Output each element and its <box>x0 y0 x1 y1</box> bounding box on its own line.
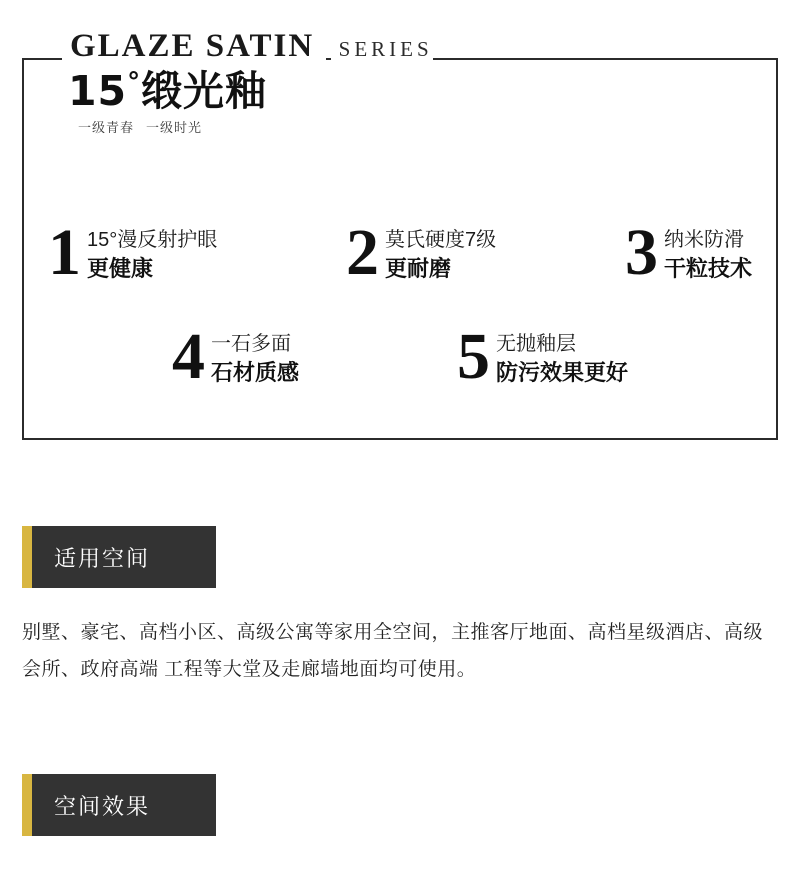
section-heading-space-effect <box>22 774 216 836</box>
heading-accent-bar <box>22 526 32 588</box>
feature-subline: 更健康 <box>87 256 154 281</box>
tagline-right: 一级时光 <box>146 120 203 136</box>
feature-headline: 纳米防滑 <box>663 229 744 251</box>
hero-title-block <box>62 28 433 136</box>
feature-number: 2 <box>346 216 380 289</box>
feature-number: 1 <box>48 216 81 289</box>
feature-headline: 无抛釉层 <box>495 332 576 355</box>
feature-number: 5 <box>456 319 490 393</box>
feature-row-bottom <box>22 319 778 393</box>
feature-text <box>211 328 299 388</box>
feature-item <box>172 319 300 393</box>
product-title-text: 缎光釉 <box>141 67 268 116</box>
feature-subline: 干粒技术 <box>663 256 752 281</box>
heading-label: 适用空间 <box>32 526 216 588</box>
feature-text <box>87 224 217 284</box>
degree-value: 15 <box>68 67 128 116</box>
feature-number: 4 <box>172 319 205 393</box>
feature-headline: 一石多面 <box>211 332 291 355</box>
feature-headline: 莫氏硬度7级 <box>385 229 497 251</box>
product-tagline <box>62 117 433 136</box>
feature-item <box>456 319 628 393</box>
feature-subline: 防污效果更好 <box>495 359 628 385</box>
feature-list <box>22 216 778 393</box>
degree-symbol: ° <box>127 67 142 98</box>
tagline-left: 一级青春 <box>78 120 135 136</box>
feature-subline: 更耐磨 <box>385 256 452 281</box>
product-title-cn <box>62 68 433 115</box>
brand-title-en: GLAZE SATIN <box>62 28 326 64</box>
feature-item <box>624 216 752 289</box>
series-label-en: SERIES <box>331 37 433 62</box>
heading-label: 空间效果 <box>32 774 216 836</box>
feature-text <box>664 224 752 284</box>
feature-subline: 石材质感 <box>211 359 300 385</box>
feature-number: 3 <box>624 216 658 289</box>
feature-text <box>496 328 628 388</box>
heading-accent-bar <box>22 774 32 836</box>
feature-headline: 15°漫反射护眼 <box>87 229 218 251</box>
section-heading-applicable-space <box>22 526 216 588</box>
section-body-applicable-space: 别墅、豪宅、高档小区、高级公寓等家用全空间，主推客厅地面、高档星级酒店、高级会所、政府高端 工程等大堂及走廊墙地面均可使用。 <box>22 622 764 681</box>
feature-item <box>346 216 497 289</box>
feature-item <box>48 216 218 289</box>
hero-feature-panel <box>22 28 778 440</box>
feature-text <box>385 224 496 284</box>
feature-row-top <box>22 216 778 289</box>
